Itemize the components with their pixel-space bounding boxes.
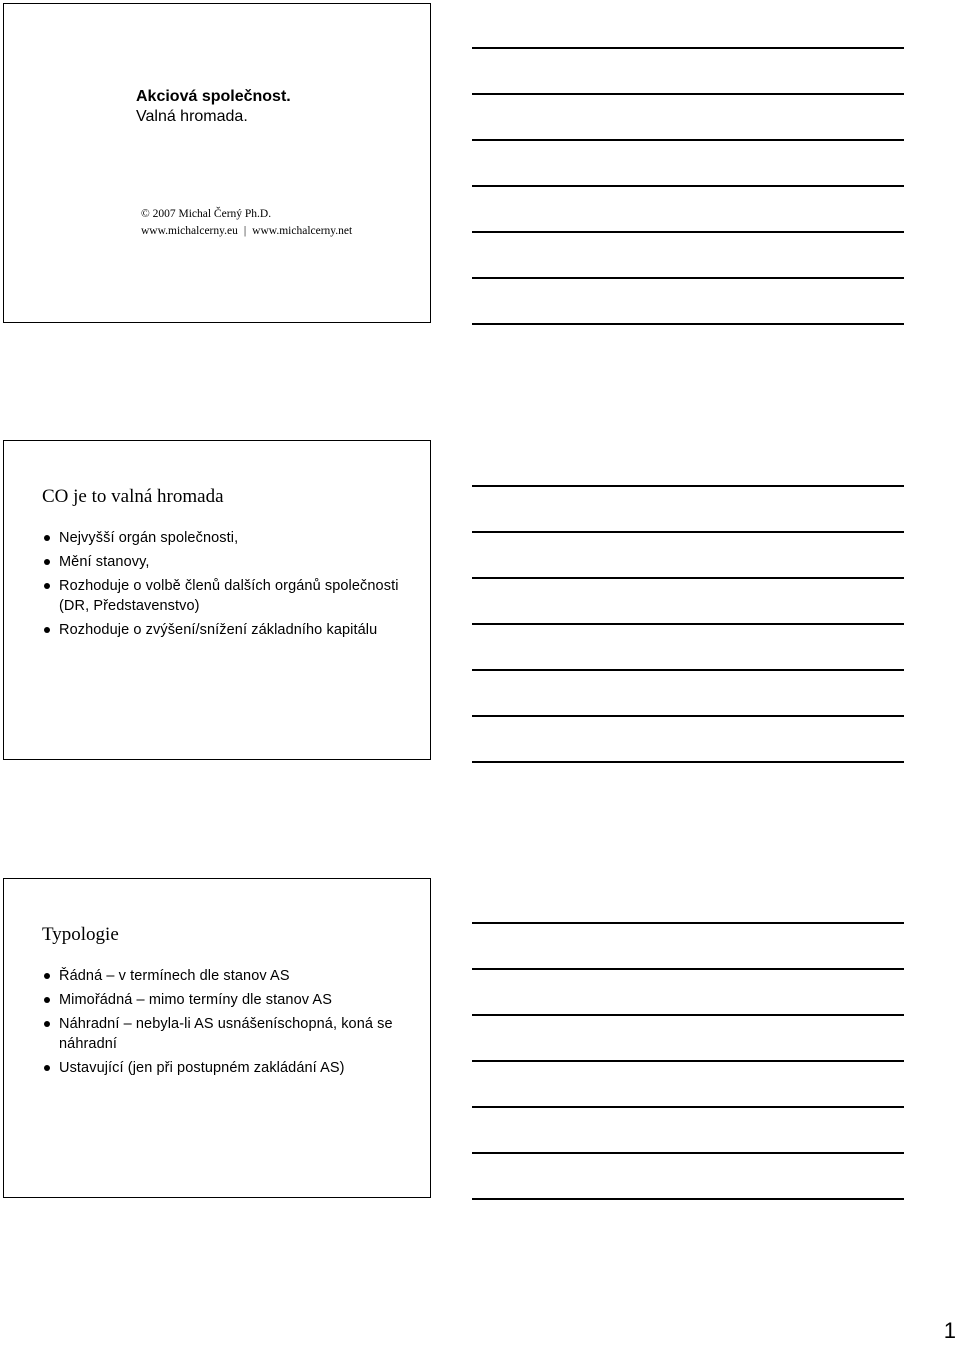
link-eu[interactable]: www.michalcerny.eu: [141, 225, 238, 237]
note-line: [472, 715, 904, 717]
note-line: [472, 485, 904, 487]
bullet-dot-icon: [44, 627, 50, 633]
bullet-dot-icon: [44, 583, 50, 589]
slide-1-title: Akciová společnost.: [136, 88, 291, 105]
bullet-item: Nejvyšší orgán společnosti,: [42, 528, 402, 548]
bullet-item: Řádná – v termínech dle stanov AS: [42, 966, 422, 986]
note-line: [472, 623, 904, 625]
note-line: [472, 231, 904, 233]
note-line: [472, 1060, 904, 1062]
note-line: [472, 277, 904, 279]
note-line: [472, 761, 904, 763]
slide-2-title: CO je to valná hromada: [42, 486, 224, 507]
note-line: [472, 968, 904, 970]
bullet-item: Náhradní – nebyla-li AS usnášeníschopná, koná se náhradní: [42, 1014, 422, 1054]
slide-2-bullet-list: [42, 528, 402, 644]
copyright-text: © 2007 Michal Černý Ph.D.: [141, 208, 272, 220]
bullet-dot-icon: [44, 1021, 50, 1027]
bullet-dot-icon: [44, 997, 50, 1003]
slide-1: [3, 3, 431, 323]
slide-1-subtitle: Valná hromada.: [136, 108, 248, 125]
bullet-item: Mění stanovy,: [42, 552, 402, 572]
note-line: [472, 669, 904, 671]
bullet-item: Ustavující (jen při postupném zakládání AS): [42, 1058, 422, 1078]
note-line: [472, 185, 904, 187]
slide-3-title: Typologie: [42, 924, 119, 945]
note-line: [472, 139, 904, 141]
slide-2: [3, 440, 431, 760]
author-links: [141, 224, 352, 239]
note-line: [472, 1106, 904, 1108]
slide-3: [3, 878, 431, 1198]
note-line: [472, 323, 904, 325]
note-line: [472, 1198, 904, 1200]
bullet-item: Mimořádná – mimo termíny dle stanov AS: [42, 990, 422, 1010]
slide-3-bullet-list: [42, 966, 422, 1082]
bullet-item: Rozhoduje o zvýšení/snížení základního kapitálu: [42, 620, 402, 640]
link-net[interactable]: www.michalcerny.net: [252, 225, 353, 237]
note-line: [472, 577, 904, 579]
link-separator: |: [243, 225, 247, 237]
bullet-dot-icon: [44, 973, 50, 979]
bullet-dot-icon: [44, 559, 50, 565]
note-line: [472, 93, 904, 95]
bullet-dot-icon: [44, 535, 50, 541]
note-line: [472, 47, 904, 49]
note-line: [472, 922, 904, 924]
note-line: [472, 531, 904, 533]
note-line: [472, 1152, 904, 1154]
bullet-dot-icon: [44, 1065, 50, 1071]
note-line: [472, 1014, 904, 1016]
page-number: 1: [943, 1318, 956, 1343]
bullet-item: Rozhoduje o volbě členů dalších orgánů společnosti (DR, Představenstvo): [42, 576, 402, 616]
